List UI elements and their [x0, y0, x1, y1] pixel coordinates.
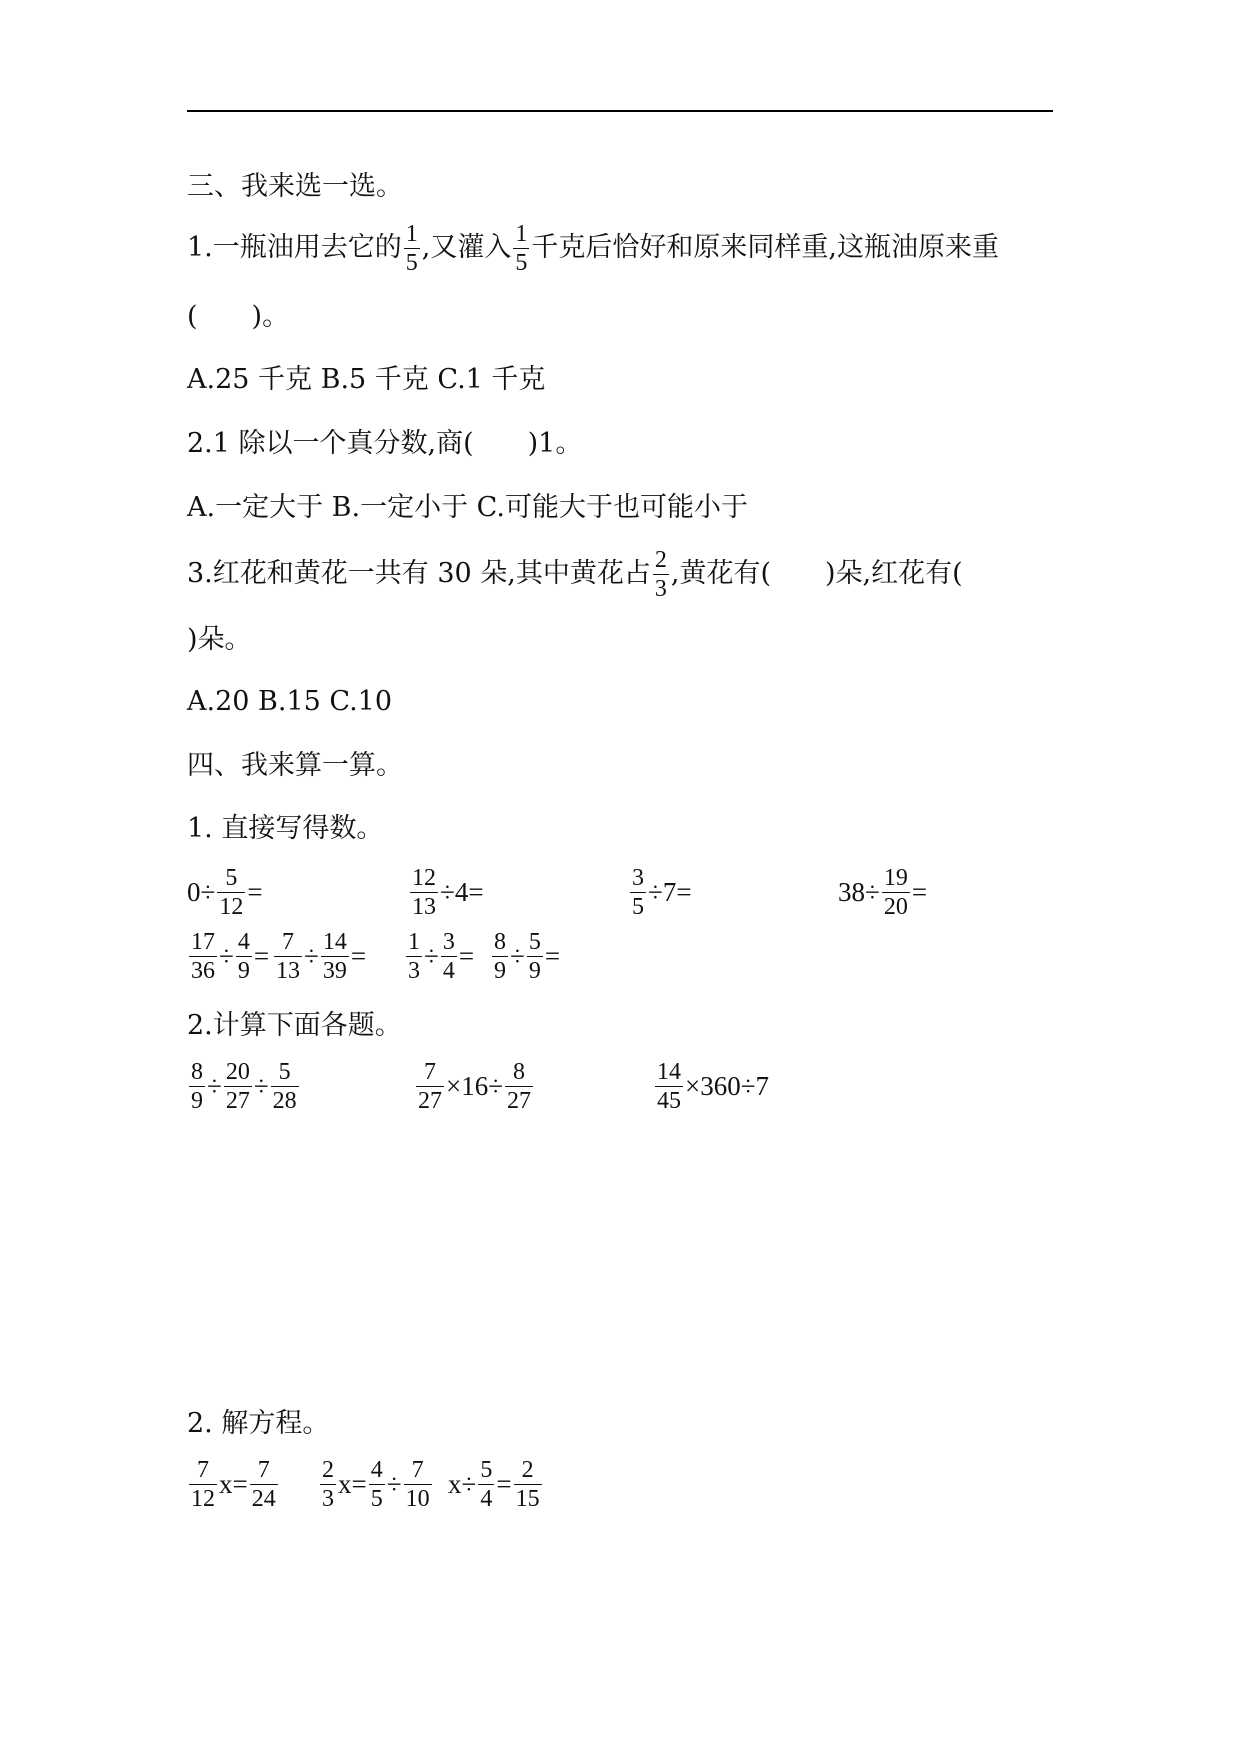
calc-1: $\frac{8}{9}$ ÷ $\frac{20}{27}$ ÷ $\frac{5}{28}$: [191, 1059, 297, 1114]
q1-text-b: ,又灌入: [421, 232, 512, 263]
fraction: $\frac{2}{3}$: [322, 1457, 334, 1512]
q2-options: A.一定大于 B.一定小于 C.可能大于也可能小于: [187, 492, 748, 523]
fraction: $\frac{7}{12}$: [191, 1457, 215, 1512]
fraction: $\frac{1}{3}$: [408, 929, 420, 984]
fraction: $\frac{5}{28}$: [272, 1059, 297, 1114]
q3-text-c: )朵。: [187, 624, 252, 655]
fraction: $\frac{5}{12}$: [219, 865, 244, 920]
expr-38-div-19-20: 38÷ $\frac{19}{20}$ =: [838, 865, 928, 920]
fraction: $\frac{8}{27}$: [507, 1059, 532, 1114]
fraction: $\frac{19}{20}$: [883, 865, 908, 920]
fraction: $\frac{7}{27}$: [418, 1059, 442, 1114]
expr-3-5-div-7: $\frac{3}{5}$ ÷7=: [632, 865, 692, 920]
q1-options: A.25 千克 B.5 千克 C.1 千克: [187, 364, 546, 395]
calc-2: $\frac{7}{27}$ ×16÷ $\frac{8}{27}$: [418, 1059, 532, 1114]
fraction: $\frac{4}{5}$: [370, 1457, 383, 1512]
subheading-calc: 2.计算下面各题。: [187, 1010, 402, 1041]
fraction: $\frac{17}{36}$: [191, 929, 215, 984]
expr-7-13-div-14-39: $\frac{7}{13}$ ÷ $\frac{14}{39}$ =: [276, 929, 367, 984]
expr-1-3-div-3-4: $\frac{1}{3}$ ÷ $\frac{3}{4}$ =: [408, 929, 475, 984]
fraction: $\frac{14}{39}$: [322, 929, 347, 984]
question-1: [187, 222, 999, 275]
fraction: $\frac{5}{9}$: [528, 929, 541, 984]
fraction: $\frac{8}{9}$: [494, 929, 506, 984]
q3-text-a: 3.红花和黄花一共有 30 朵,其中黄花占: [187, 558, 651, 589]
fraction: $\frac{8}{9}$: [191, 1059, 203, 1114]
equation-2: $\frac{2}{3}$ x= $\frac{4}{5}$ ÷ $\frac{7}{10}$: [322, 1457, 430, 1512]
fraction: $\frac{1}{5}$: [405, 221, 418, 276]
fraction: $\frac{5}{4}$: [480, 1457, 493, 1512]
fraction: $\frac{1}{5}$: [515, 221, 528, 276]
equation-3: x÷ $\frac{5}{4}$ = $\frac{2}{15}$: [448, 1457, 540, 1512]
section4-heading: 四、我来算一算。: [187, 750, 403, 781]
fraction: $\frac{3}{5}$: [632, 865, 644, 920]
q1-blank: ( )。: [187, 301, 290, 332]
q1-text-c: 千克后恰好和原来同样重,这瓶油原来重: [531, 232, 999, 263]
fraction: $\frac{2}{3}$: [654, 547, 667, 602]
expr-8-9-div-5-9: $\frac{8}{9}$ ÷ $\frac{5}{9}$ =: [494, 929, 561, 984]
q3-text-b: ,黄花有( )朵,红花有(: [670, 558, 963, 589]
fraction: $\frac{7}{13}$: [276, 929, 300, 984]
expr-0-div-5-12: 0÷ $\frac{5}{12}$ =: [187, 865, 263, 920]
fraction: $\frac{20}{27}$: [225, 1059, 250, 1114]
section3-heading: 三、我来选一选。: [187, 171, 403, 202]
fraction: $\frac{7}{24}$: [251, 1457, 276, 1512]
fraction: $\frac{4}{9}$: [237, 929, 250, 984]
subheading-equations: 2. 解方程。: [187, 1408, 330, 1439]
q3-options: A.20 B.15 C.10: [187, 686, 393, 717]
q1-text-a: 1.一瓶油用去它的: [187, 232, 402, 263]
subheading-direct: 1. 直接写得数。: [187, 813, 384, 844]
fraction: $\frac{12}{13}$: [412, 865, 436, 920]
fraction: $\frac{2}{15}$: [515, 1457, 540, 1512]
question-3: [187, 548, 963, 601]
fraction: $\frac{3}{4}$: [442, 929, 455, 984]
fraction: $\frac{14}{45}$: [657, 1059, 681, 1114]
header-rule: [187, 110, 1053, 112]
expr-12-13-div-4: $\frac{12}{13}$ ÷4=: [412, 865, 484, 920]
calc-3: $\frac{14}{45}$ ×360÷7: [657, 1059, 770, 1114]
fraction: $\frac{7}{10}$: [405, 1457, 430, 1512]
expr-17-36-div-4-9: $\frac{17}{36}$ ÷ $\frac{4}{9}$ =: [191, 929, 270, 984]
question-2: 2.1 除以一个真分数,商( )1。: [187, 428, 583, 459]
equation-1: $\frac{7}{12}$ x= $\frac{7}{24}$: [191, 1457, 276, 1512]
